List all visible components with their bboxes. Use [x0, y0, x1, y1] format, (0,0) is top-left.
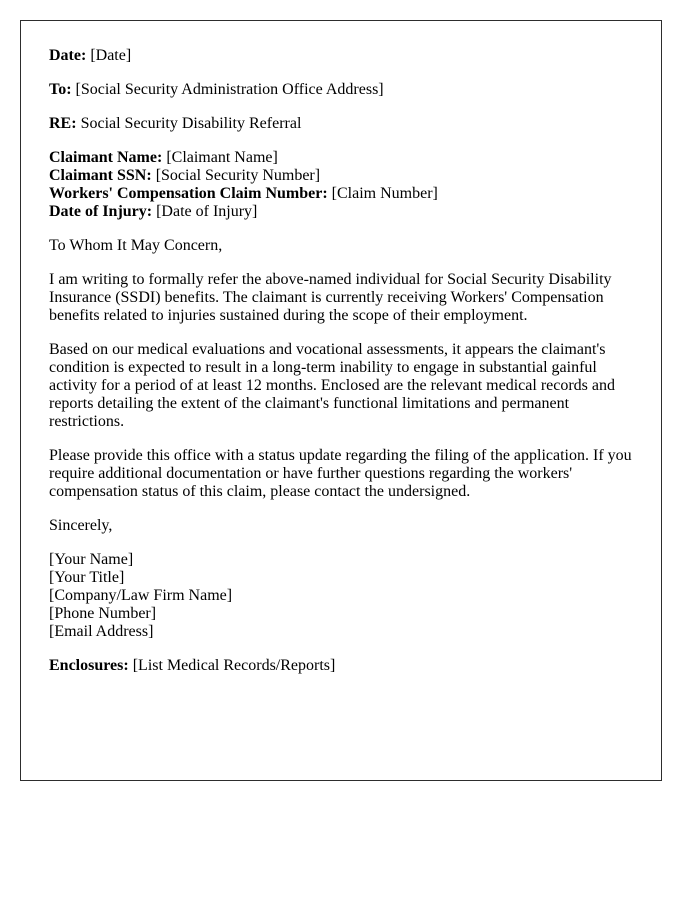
body-paragraph-2: Based on our medical evaluations and vocational assessments, it appears the claimant's condition is expected to result in a long-term inability to engage in substantial gainful activity for a period of at least 12 months. Enclosed are the relevant medical records and reports detailing the extent of the claimant's functional limitations and permanent restrictions. — [49, 341, 616, 430]
body-paragraph-3: Please provide this office with a status update regarding the filing of the application. If you require additional documentation or have further questions regarding the workers' compensation status of this claim, please contact the undersigned. — [49, 447, 632, 500]
enclosures-label: Enclosures: — [49, 657, 129, 674]
claimant-ssn-label: Claimant SSN: — [49, 167, 152, 184]
claim-number-label: Workers' Compensation Claim Number: — [49, 185, 328, 202]
signature-phone: [Phone Number] — [49, 605, 157, 622]
body-paragraph-1: I am writing to formally refer the above-named individual for Social Security Disability Insurance (SSDI) benefits. The claimant is currently receiving Workers' Compensation benefits related to injuries sustained during the scope of their employment. — [49, 271, 612, 324]
letter-frame — [20, 20, 662, 781]
claim-number-value: [Claim Number] — [331, 185, 438, 202]
date-line — [49, 47, 633, 65]
claimant-name-value: [Claimant Name] — [166, 149, 278, 166]
signature-company: [Company/Law Firm Name] — [49, 587, 233, 604]
date-of-injury-label: Date of Injury: — [49, 203, 153, 220]
claimant-name-label: Claimant Name: — [49, 149, 163, 166]
re-value: Social Security Disability Referral — [80, 115, 302, 132]
date-of-injury-value: [Date of Injury] — [156, 203, 258, 220]
signature-email: [Email Address] — [49, 623, 154, 640]
to-line — [49, 81, 633, 99]
signature-name: [Your Name] — [49, 551, 134, 568]
to-value: [Social Security Administration Office Address] — [75, 81, 384, 98]
claimant-ssn-value: [Social Security Number] — [155, 167, 321, 184]
signature-title: [Your Title] — [49, 569, 125, 586]
signature-block — [49, 551, 633, 641]
re-line — [49, 115, 633, 133]
claimant-details — [49, 149, 633, 221]
enclosures-line — [49, 657, 633, 675]
salutation: To Whom It May Concern, — [49, 237, 223, 254]
date-value: [Date] — [90, 47, 132, 64]
to-label: To: — [49, 81, 72, 98]
re-label: RE: — [49, 115, 77, 132]
closing: Sincerely, — [49, 517, 113, 534]
date-label: Date: — [49, 47, 87, 64]
enclosures-value: [List Medical Records/Reports] — [132, 657, 336, 674]
